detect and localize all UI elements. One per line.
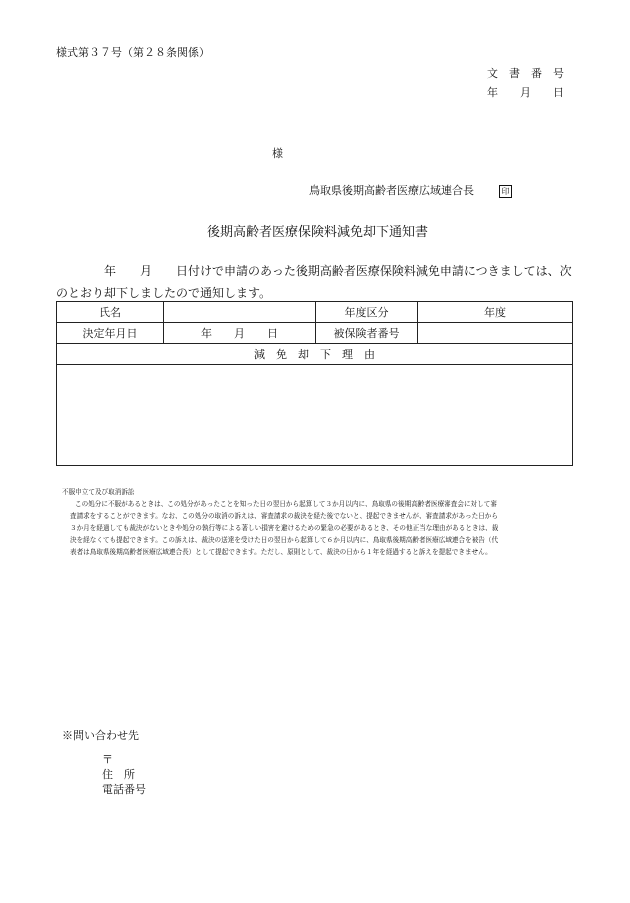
document-number-label: 文 書 番 号 xyxy=(487,67,564,80)
form-number: 様式第３７号（第２８条関係） xyxy=(56,46,210,59)
notice-table xyxy=(56,301,573,466)
appeal-line: 査請求をすることができます。なお、この処分の取消の訴えは、審査請求の裁決を経た後でないと、提起できませんが、審査請求があった日から xyxy=(70,512,498,520)
sender-name xyxy=(309,182,512,198)
name-value xyxy=(164,302,316,323)
appeal-heading: 不服申立て及び取消訴訟 xyxy=(62,488,135,496)
decision-date-value: 年 月 日 xyxy=(164,323,316,344)
decision-date-label: 決定年月日 xyxy=(57,323,164,344)
table-row-reason-header xyxy=(57,344,573,365)
postal-mark: 〒 xyxy=(102,753,113,766)
intro-line-2: のとおり却下しましたので通知します。 xyxy=(56,286,272,300)
table-row-reason-body xyxy=(57,365,573,466)
insured-number-label: 被保険者番号 xyxy=(316,323,418,344)
address-label: 住 所 xyxy=(102,768,135,781)
appeal-line: 決を経なくても提起できます。この訴えは、裁決の送達を受けた日の翌日から起算して６か月以内に、鳥取県後期高齢者医療広域連合を被告（代 xyxy=(70,536,499,544)
reason-body xyxy=(57,365,573,466)
table-row-decision xyxy=(57,323,573,344)
insured-number-value xyxy=(418,323,573,344)
appeal-line: ３か月を経過しても裁決がないときや処分の執行等による著しい損害を避けるための緊急の必要があるとき、その他正当な理由があるときは、裁 xyxy=(70,524,499,532)
contact-heading: ※問い合わせ先 xyxy=(62,729,139,742)
reason-header: 減 免 却 下 理 由 xyxy=(57,344,573,365)
appeal-line: 表者は鳥取県後期高齢者医療広域連合長）として提起できます。ただし、原則として、裁決の日から１年を経過すると訴えを提起できません。 xyxy=(70,548,492,556)
phone-label: 電話番号 xyxy=(102,783,146,796)
table-row-name xyxy=(57,302,573,323)
appeal-text xyxy=(62,498,572,558)
document-title: 後期高齢者医療保険料減免却下通知書 xyxy=(207,225,429,240)
name-label: 氏名 xyxy=(57,302,164,323)
issue-date-label: 年 月 日 xyxy=(487,86,564,99)
fiscal-year-unit: 年度 xyxy=(484,306,506,319)
appeal-line: この処分に不服があるときは、この処分があったことを知った日の翌日から起算して３か月以内に、鳥取県の後期高齢者医療審査会に対して審 xyxy=(75,500,497,508)
fiscal-year-label: 年度区分 xyxy=(316,302,418,323)
addressee-honorific: 様 xyxy=(272,147,283,160)
sender-name-text: 鳥取県後期高齢者医療広域連合長 xyxy=(309,184,474,197)
fiscal-year-value xyxy=(418,302,573,323)
seal-mark: 印 xyxy=(499,185,512,198)
intro-line-1: 年 月 日付けで申請のあった後期高齢者医療保険料減免申請につきましては、次 xyxy=(104,264,572,278)
